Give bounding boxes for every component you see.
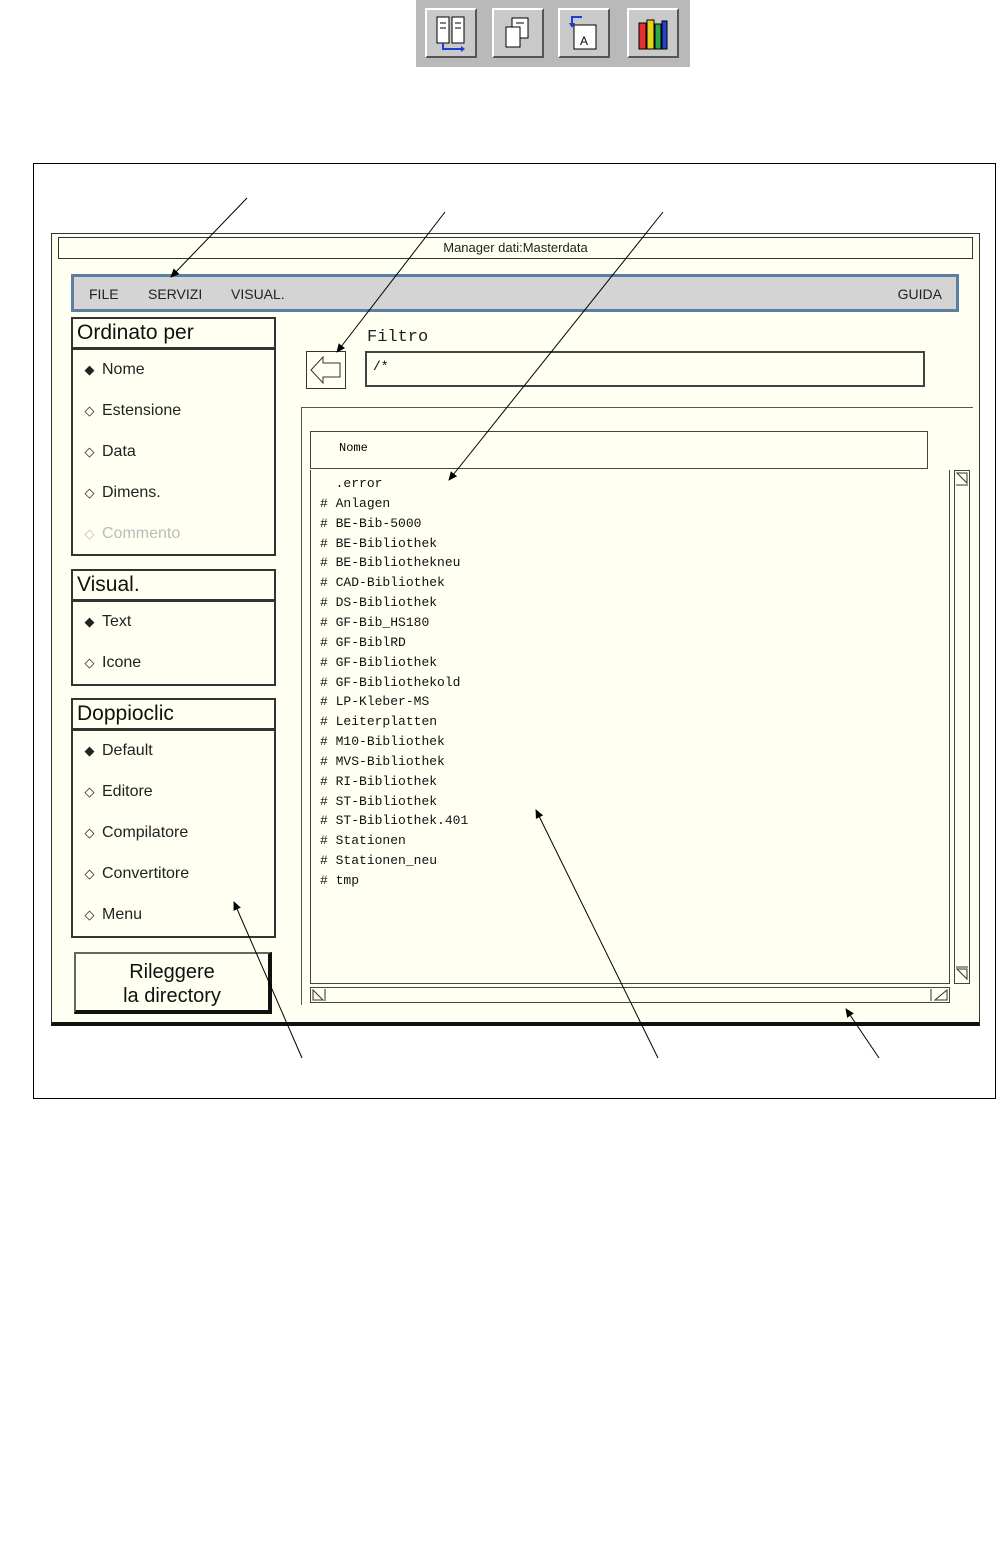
sort-option-dimens[interactable]: ◇ Dimens.: [84, 484, 161, 501]
entry-prefix: #: [320, 793, 328, 809]
radio-icon: ◇: [84, 485, 95, 500]
callout-scrollbar: [846, 1009, 879, 1058]
entry-name: tmp: [335, 873, 360, 888]
sort-option-data[interactable]: ◇ Data: [84, 443, 136, 460]
sort-option-nome[interactable]: ◆ Nome: [84, 361, 145, 378]
window-title: Manager dati:Masterdata: [58, 237, 973, 259]
dblclick-panel-title: Doppioclic: [71, 698, 276, 730]
entry-name: ST-Bibliothek: [335, 793, 438, 809]
entry-name: Stationen: [335, 833, 406, 849]
entry-name: GF-Bib_HS180: [335, 614, 430, 630]
menu-guida[interactable]: GUIDA: [897, 286, 942, 302]
entry-prefix: #: [320, 515, 328, 531]
entry-name: Leiterplatten: [335, 714, 438, 730]
callout-up-button: [337, 212, 445, 352]
radio-selected-icon: ◆: [84, 743, 95, 758]
entry-name: MVS-Bibliothek: [335, 753, 445, 769]
entry-prefix: #: [320, 575, 328, 591]
sort-panel-title: Ordinato per: [71, 317, 276, 349]
filter-input[interactable]: /*: [365, 351, 925, 387]
radio-icon: ◇: [84, 784, 95, 799]
entry-prefix: #: [320, 714, 328, 730]
entry-name: CAD-Bibliothek: [335, 575, 445, 591]
radio-icon: ◇: [84, 526, 95, 541]
filter-label: Filtro: [367, 328, 429, 347]
entry-name: Anlagen: [335, 495, 391, 511]
entry-prefix: #: [320, 674, 328, 690]
dblclick-option-editore[interactable]: ◇ Editore: [84, 783, 153, 800]
entry-name: GF-Bibliothek: [335, 654, 438, 670]
dblclick-option-convertitore[interactable]: ◇ Convertitore: [84, 865, 190, 882]
dblclick-option-compilatore[interactable]: ◇ Compilatore: [84, 824, 189, 841]
entry-prefix: #: [320, 694, 328, 710]
entry-name: M10-Bibliothek: [335, 734, 445, 750]
radio-icon: ◇: [84, 403, 95, 418]
column-header-nome[interactable]: Nome: [310, 431, 928, 469]
callout-file-list: [536, 810, 658, 1058]
entry-name: LP-Kleber-MS: [335, 694, 430, 710]
entry-prefix: #: [320, 614, 328, 630]
entry-prefix: #: [320, 833, 328, 849]
entry-name: BE-Bibliothekneu: [335, 555, 461, 571]
entry-prefix: #: [320, 853, 328, 869]
entry-prefix: #: [320, 773, 328, 789]
entry-prefix: #: [320, 654, 328, 670]
entry-prefix: #: [320, 753, 328, 769]
dblclick-option-menu[interactable]: ◇ Menu: [84, 906, 143, 923]
entry-name: GF-BiblRD: [335, 634, 406, 650]
svg-text:A: A: [580, 34, 589, 48]
radio-selected-icon: ◆: [84, 362, 95, 377]
reread-button-line1: Rileggere: [129, 961, 215, 983]
view-option-icone[interactable]: ◇ Icone: [84, 654, 142, 671]
radio-selected-icon: ◆: [84, 614, 95, 629]
entry-prefix: #: [320, 535, 328, 551]
callout-menubar: [171, 198, 247, 277]
view-option-text[interactable]: ◆ Text: [84, 613, 132, 630]
dblclick-option-default[interactable]: ◆ Default: [84, 742, 153, 759]
entry-name: DS-Bibliothek: [335, 595, 438, 611]
entry-prefix: #: [320, 555, 328, 571]
entry-prefix: #: [320, 734, 328, 750]
entry-prefix: #: [320, 873, 328, 888]
entry-name: BE-Bib-5000: [335, 515, 422, 531]
sort-option-estensione[interactable]: ◇ Estensione: [84, 402, 182, 419]
radio-icon: ◇: [84, 825, 95, 840]
entry-name: RI-Bibliothek: [335, 773, 438, 789]
reread-button-line2: la directory: [123, 985, 221, 1007]
menu-file[interactable]: FILE: [89, 286, 119, 302]
sort-option-commento: ◇ Commento: [84, 525, 181, 542]
menu-servizi[interactable]: SERVIZI: [148, 286, 203, 302]
radio-icon: ◇: [84, 655, 95, 670]
entry-prefix: #: [320, 495, 328, 511]
radio-icon: ◇: [84, 444, 95, 459]
entry-name: ST-Bibliothek.401: [335, 813, 469, 829]
entry-name: GF-Bibliothekold: [335, 674, 461, 690]
radio-icon: ◇: [84, 866, 95, 881]
entry-name: .error: [335, 476, 383, 491]
entry-prefix: #: [320, 595, 328, 611]
entry-prefix: #: [320, 813, 328, 829]
callout-file-entry: [449, 212, 663, 480]
entry-prefix: #: [320, 634, 328, 650]
radio-icon: ◇: [84, 907, 95, 922]
callout-options: [234, 902, 302, 1058]
view-panel-title: Visual.: [71, 569, 276, 601]
entry-name: Stationen_neu: [335, 853, 438, 869]
menu-visual[interactable]: VISUAL.: [231, 286, 285, 302]
entry-name: BE-Bibliothek: [335, 535, 438, 551]
